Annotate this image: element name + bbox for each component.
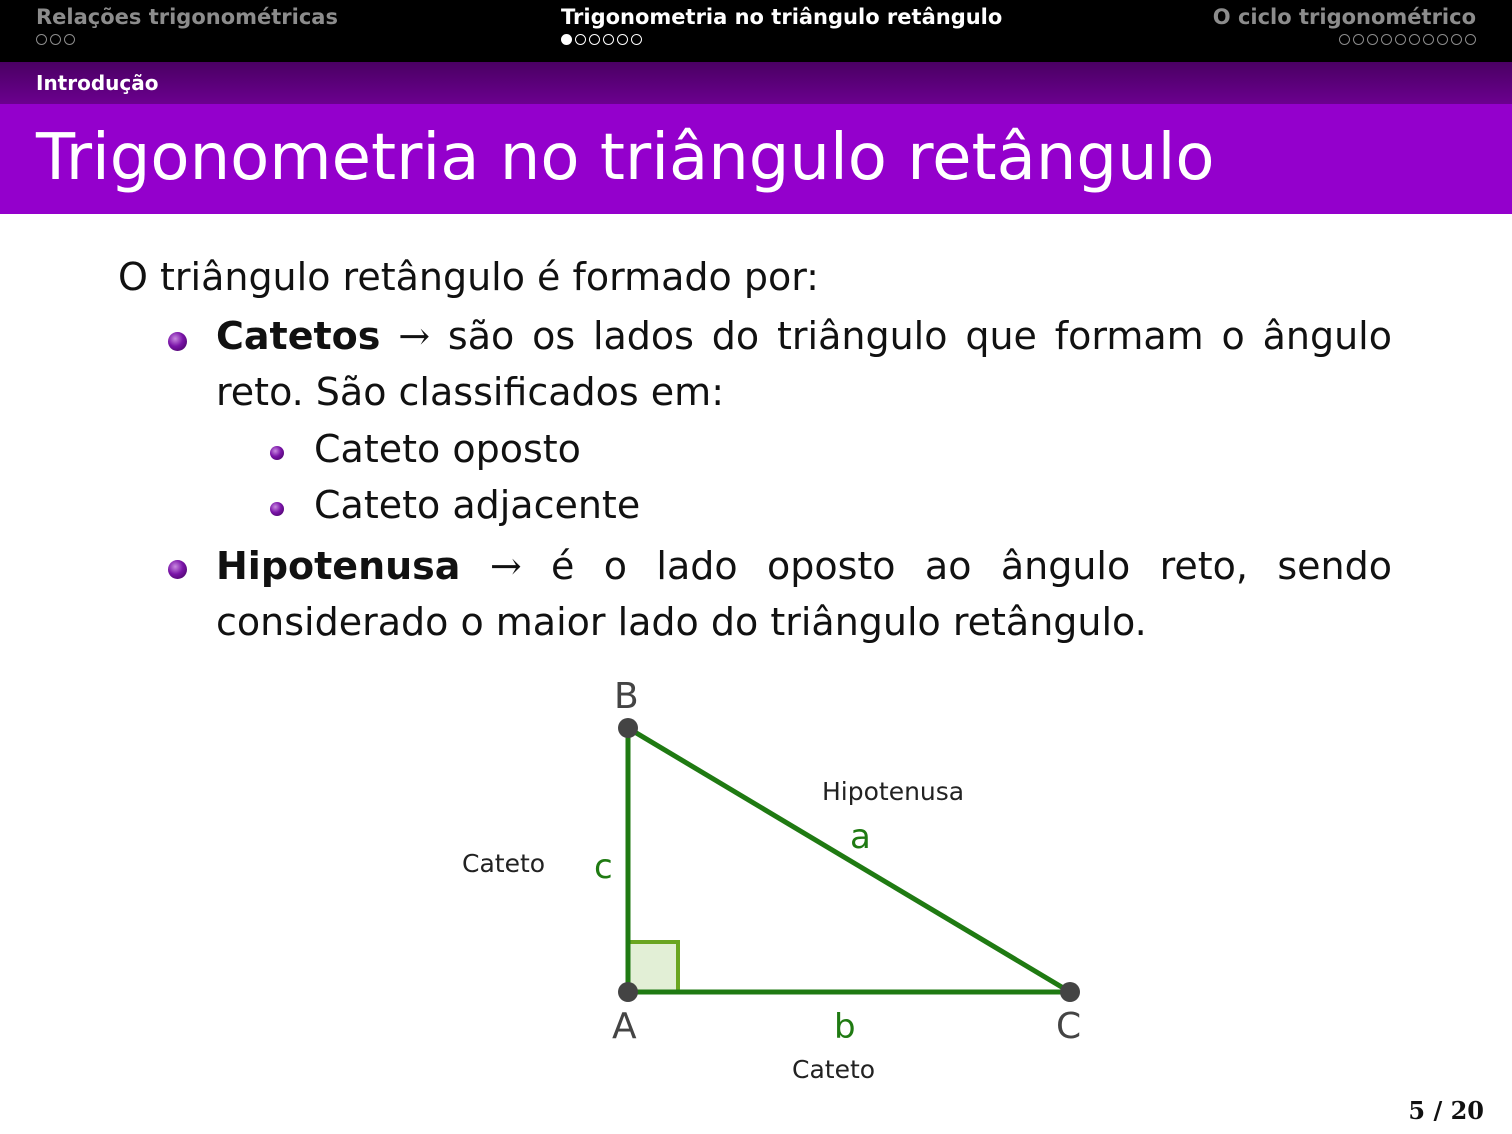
intro-text: O triângulo retângulo é formado por: bbox=[118, 255, 819, 299]
nav-frame-dot[interactable] bbox=[1451, 34, 1462, 45]
nav-frame-dot[interactable] bbox=[1465, 34, 1476, 45]
nav-frame-dot[interactable] bbox=[603, 34, 614, 45]
arrow-icon: → bbox=[489, 544, 522, 588]
subsection-label[interactable]: Introdução bbox=[36, 71, 159, 95]
nav-frame-dot[interactable] bbox=[1381, 34, 1392, 45]
nav-frame-dot[interactable] bbox=[1339, 34, 1350, 45]
side-a-segment bbox=[628, 728, 1070, 992]
right-angle-marker bbox=[628, 942, 678, 992]
bullet-icon bbox=[168, 560, 187, 579]
hipotenusa-label: Hipotenusa bbox=[822, 777, 965, 806]
subitem-cateto-oposto: Cateto oposto bbox=[314, 427, 581, 471]
nav-section-dots bbox=[36, 34, 338, 45]
vertex-a-point bbox=[618, 982, 638, 1002]
nav-section-title[interactable]: O ciclo trigonométrico bbox=[1212, 5, 1476, 29]
subsection-bar bbox=[0, 62, 1512, 104]
item-text: é o lado oposto ao ângulo reto, sendo considerado o maior lado do triângulo retângulo. bbox=[216, 544, 1392, 644]
nav-frame-dot[interactable] bbox=[631, 34, 642, 45]
vertex-b-label: B bbox=[614, 676, 639, 717]
vertex-c-label: C bbox=[1056, 1006, 1082, 1047]
sub-bullet-icon bbox=[270, 502, 284, 516]
section-navigation bbox=[0, 0, 1512, 62]
nav-section-ciclo[interactable] bbox=[1213, 4, 1476, 45]
sub-bullet-icon bbox=[270, 446, 284, 460]
list-item-catetos bbox=[216, 308, 1392, 420]
subitem-cateto-adjacente: Cateto adjacente bbox=[314, 483, 641, 527]
nav-frame-dot[interactable] bbox=[617, 34, 628, 45]
cateto-left-label: Cateto bbox=[462, 849, 546, 878]
vertex-b-point bbox=[618, 718, 638, 738]
nav-frame-dot[interactable] bbox=[1423, 34, 1434, 45]
side-b-label: b bbox=[834, 1007, 856, 1047]
nav-frame-dot[interactable] bbox=[561, 34, 572, 45]
bullet-icon bbox=[168, 332, 187, 351]
side-c-label: c bbox=[594, 847, 613, 887]
nav-frame-dot[interactable] bbox=[1395, 34, 1406, 45]
keyword-catetos: Catetos bbox=[216, 314, 381, 358]
nav-frame-dot[interactable] bbox=[1367, 34, 1378, 45]
vertex-c-point bbox=[1060, 982, 1080, 1002]
nav-frame-dot[interactable] bbox=[575, 34, 586, 45]
nav-section-title[interactable]: Relações trigonométricas bbox=[36, 5, 338, 29]
nav-section-relacoes[interactable] bbox=[36, 4, 338, 45]
list-item-hipotenusa bbox=[216, 538, 1392, 650]
side-a-label: a bbox=[850, 817, 871, 857]
nav-frame-dot[interactable] bbox=[589, 34, 600, 45]
nav-frame-dot[interactable] bbox=[64, 34, 75, 45]
arrow-icon: → bbox=[398, 314, 431, 358]
nav-frame-dot[interactable] bbox=[50, 34, 61, 45]
cateto-bottom-label: Cateto bbox=[792, 1055, 876, 1084]
nav-section-dots bbox=[561, 34, 1002, 45]
page-number: 5 / 20 bbox=[1408, 1096, 1484, 1125]
nav-section-dots bbox=[1213, 34, 1476, 45]
nav-frame-dot[interactable] bbox=[1353, 34, 1364, 45]
nav-section-title[interactable]: Trigonometria no triângulo retângulo bbox=[561, 5, 1003, 29]
nav-frame-dot[interactable] bbox=[1409, 34, 1420, 45]
nav-frame-dot[interactable] bbox=[36, 34, 47, 45]
keyword-hipotenusa: Hipotenusa bbox=[216, 544, 461, 588]
right-triangle-figure bbox=[440, 670, 1100, 1090]
nav-section-triangulo[interactable] bbox=[561, 4, 1002, 45]
vertex-a-label: A bbox=[612, 1006, 637, 1047]
frame-title: Trigonometria no triângulo retângulo bbox=[36, 121, 1215, 195]
nav-frame-dot[interactable] bbox=[1437, 34, 1448, 45]
item-text: são os lados do triângulo que formam o ângulo reto. São classificados em: bbox=[216, 314, 1392, 414]
